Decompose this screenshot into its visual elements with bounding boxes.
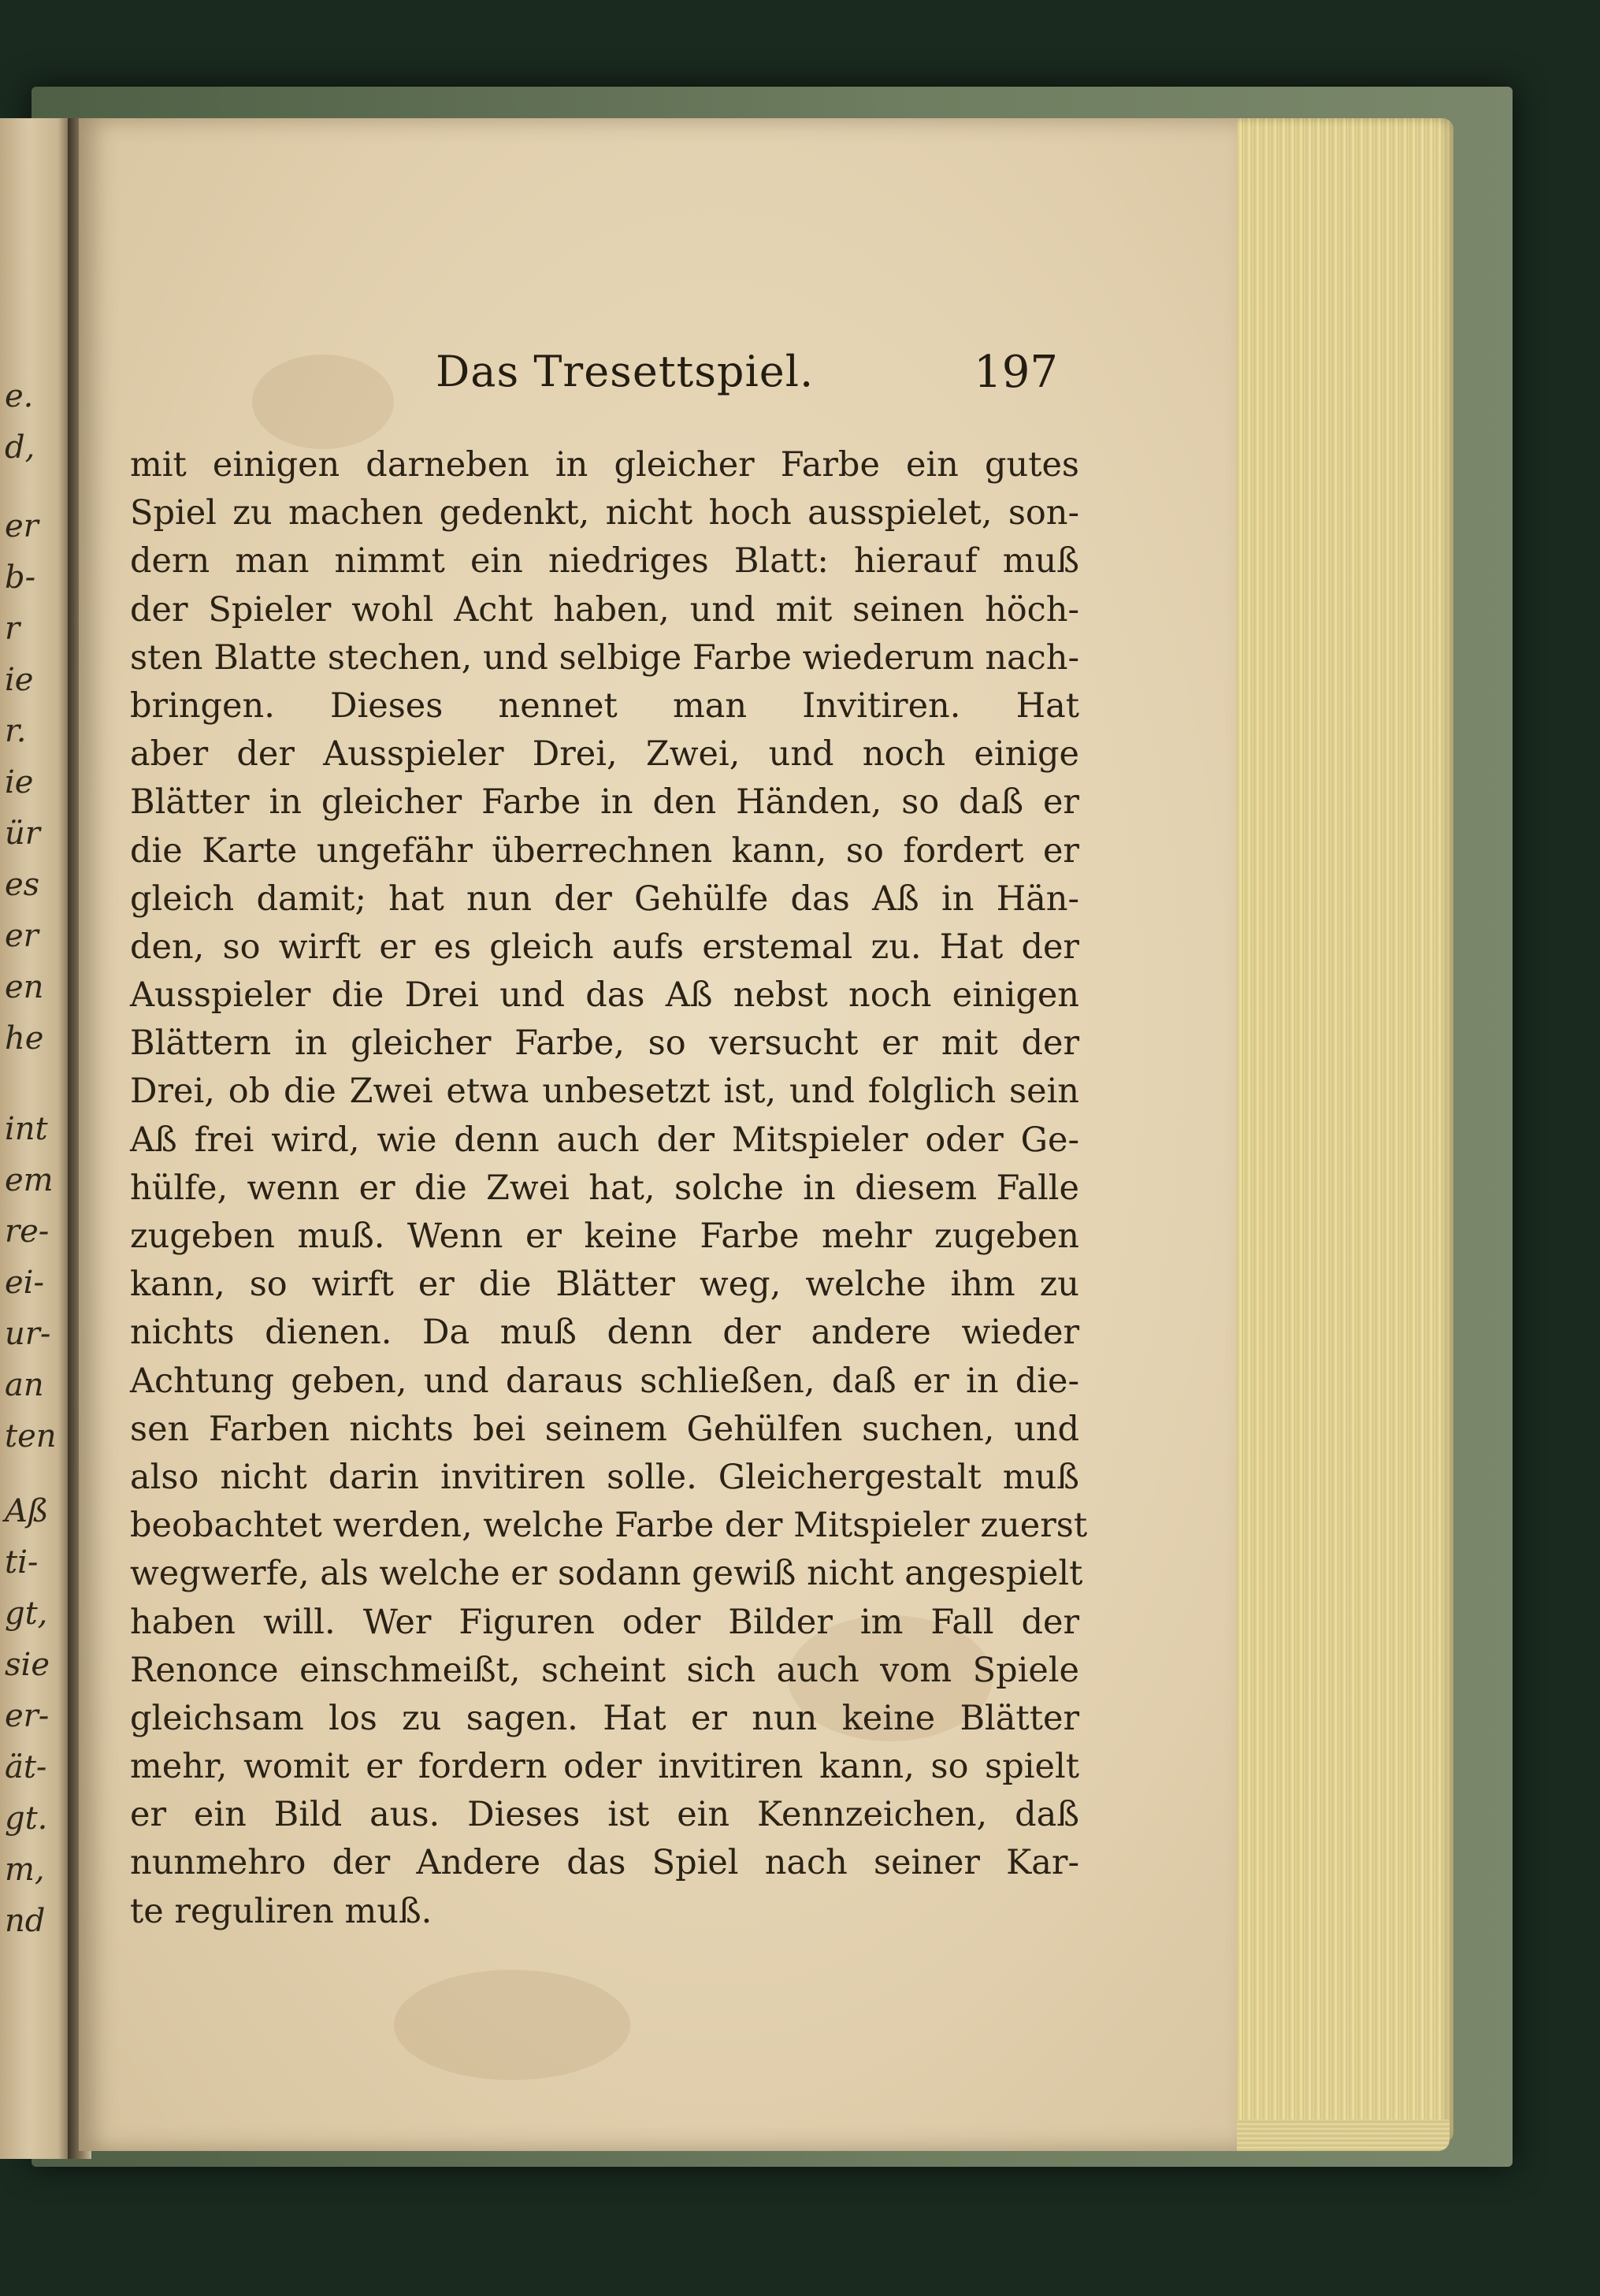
left-page-fragment: he [5, 1020, 44, 1057]
left-page-fragment: ie [5, 662, 34, 698]
left-page-fragment: ät- [5, 1749, 47, 1785]
text-line: er ein Bild aus. Dieses ist ein Kennzeichen, daß [130, 1795, 1079, 1835]
left-page-fragment: sie [5, 1647, 50, 1683]
left-page-fragment: ür [5, 815, 40, 852]
left-page-fragment: an [5, 1367, 44, 1403]
text-line: mehr, womit er fordern oder invitiren kann, so spielt [130, 1747, 1079, 1787]
left-page-fragment: es [5, 867, 40, 903]
left-page-fragment: r. [5, 713, 27, 749]
text-line: die Karte ungefähr überrechnen kann, so fordert er [130, 830, 1079, 871]
page-header [343, 347, 1067, 410]
text-line: der Spieler wohl Acht haben, und mit seinen höch- [130, 589, 1079, 630]
left-page-fragment: re- [5, 1213, 50, 1250]
paper-stain [394, 1970, 630, 2080]
text-line: hülfe, wenn er die Zwei hat, solche in diesem Falle [130, 1168, 1079, 1208]
left-page-fragment: int [5, 1111, 48, 1147]
left-page-fragment: nd [5, 1903, 46, 1939]
text-line: aber der Ausspieler Drei, Zwei, und noch einige [130, 734, 1079, 775]
text-line: wegwerfe, als welche er sodann gewiß nicht angespielt [130, 1554, 1083, 1594]
text-line: nichts dienen. Da muß denn der andere wieder [130, 1313, 1079, 1353]
text-line: kann, so wirft er die Blätter weg, welche ihm zu [130, 1265, 1079, 1305]
left-page-fragment: ur- [5, 1316, 51, 1352]
text-line: gleichsam los zu sagen. Hat er nun keine Blätter [130, 1698, 1079, 1738]
text-line: Drei, ob die Zwei etwa unbesetzt ist, und folglich sein [130, 1072, 1079, 1112]
text-line: also nicht darin invitiren solle. Gleichergestalt muß [130, 1457, 1079, 1497]
text-line: bringen. Dieses nennet man Invitiren. Hat [130, 685, 1079, 726]
text-line: sten Blatte stechen, und selbige Farbe wiederum nach- [130, 637, 1079, 678]
text-line: Spiel zu machen gedenkt, nicht hoch ausspielet, son- [130, 493, 1079, 533]
text-line: Blätter in gleicher Farbe in den Händen, so daß er [130, 782, 1079, 823]
left-page-fragment: er- [5, 1698, 50, 1734]
text-line: te reguliren muß. [130, 1891, 432, 1931]
text-line: den, so wirft er es gleich aufs erstemal zu. Hat der [130, 927, 1079, 967]
left-page-fragment: e. [5, 378, 34, 414]
left-page-fragment: m, [5, 1852, 45, 1888]
running-head: Das Tresettspiel. [436, 347, 815, 396]
left-page-fragment: gt. [5, 1800, 48, 1837]
left-page [0, 118, 72, 2159]
left-page-fragment: ti- [5, 1544, 39, 1581]
text-line: nunmehro der Andere das Spiel nach seiner Kar- [130, 1843, 1079, 1883]
left-page-fragment: em [5, 1162, 54, 1198]
left-page-fragment: gt, [5, 1596, 48, 1632]
text-line: Achtung geben, und daraus schließen, daß er in die- [130, 1361, 1079, 1401]
left-page-fragment: ie [5, 764, 34, 801]
text-line: Blättern in gleicher Farbe, so versucht er mit der [130, 1024, 1079, 1064]
text-line: haben will. Wer Figuren oder Bilder im Fall der [130, 1602, 1079, 1642]
page-number: 197 [974, 347, 1058, 398]
left-page-fragment: b- [5, 559, 36, 596]
text-line: mit einigen darneben in gleicher Farbe ein gutes [130, 445, 1079, 485]
page-edges [1217, 118, 1453, 2143]
text-line: dern man nimmt ein niedriges Blatt: hierauf muß [130, 541, 1079, 581]
text-line: zugeben muß. Wenn er keine Farbe mehr zugeben [130, 1217, 1079, 1256]
left-page-fragment: ten [5, 1418, 57, 1455]
text-line: Aß frei wird, wie denn auch der Mitspieler oder Ge- [130, 1120, 1079, 1160]
left-page-fragment: en [5, 969, 44, 1005]
text-line: Renonce einschmeißt, scheint sich auch vom Spiele [130, 1650, 1079, 1690]
text-line: Ausspieler die Drei und das Aß nebst noch einigen [130, 975, 1079, 1016]
left-page-fragment: r [5, 611, 20, 647]
text-line: sen Farben nichts bei seinem Gehülfen suchen, und [130, 1409, 1079, 1449]
text-line: gleich damit; hat nun der Gehülfe das Aß in Hän- [130, 879, 1079, 919]
body-text [130, 441, 1088, 1936]
left-page-fragment: Aß [5, 1493, 49, 1529]
left-page-fragment: er [5, 508, 39, 544]
left-page-fragment: ei- [5, 1265, 44, 1301]
left-page-fragment: er [5, 918, 39, 954]
left-page-fragment: d, [5, 429, 35, 466]
text-line: beobachtet werden, welche Farbe der Mitspieler zuerst [130, 1506, 1088, 1546]
